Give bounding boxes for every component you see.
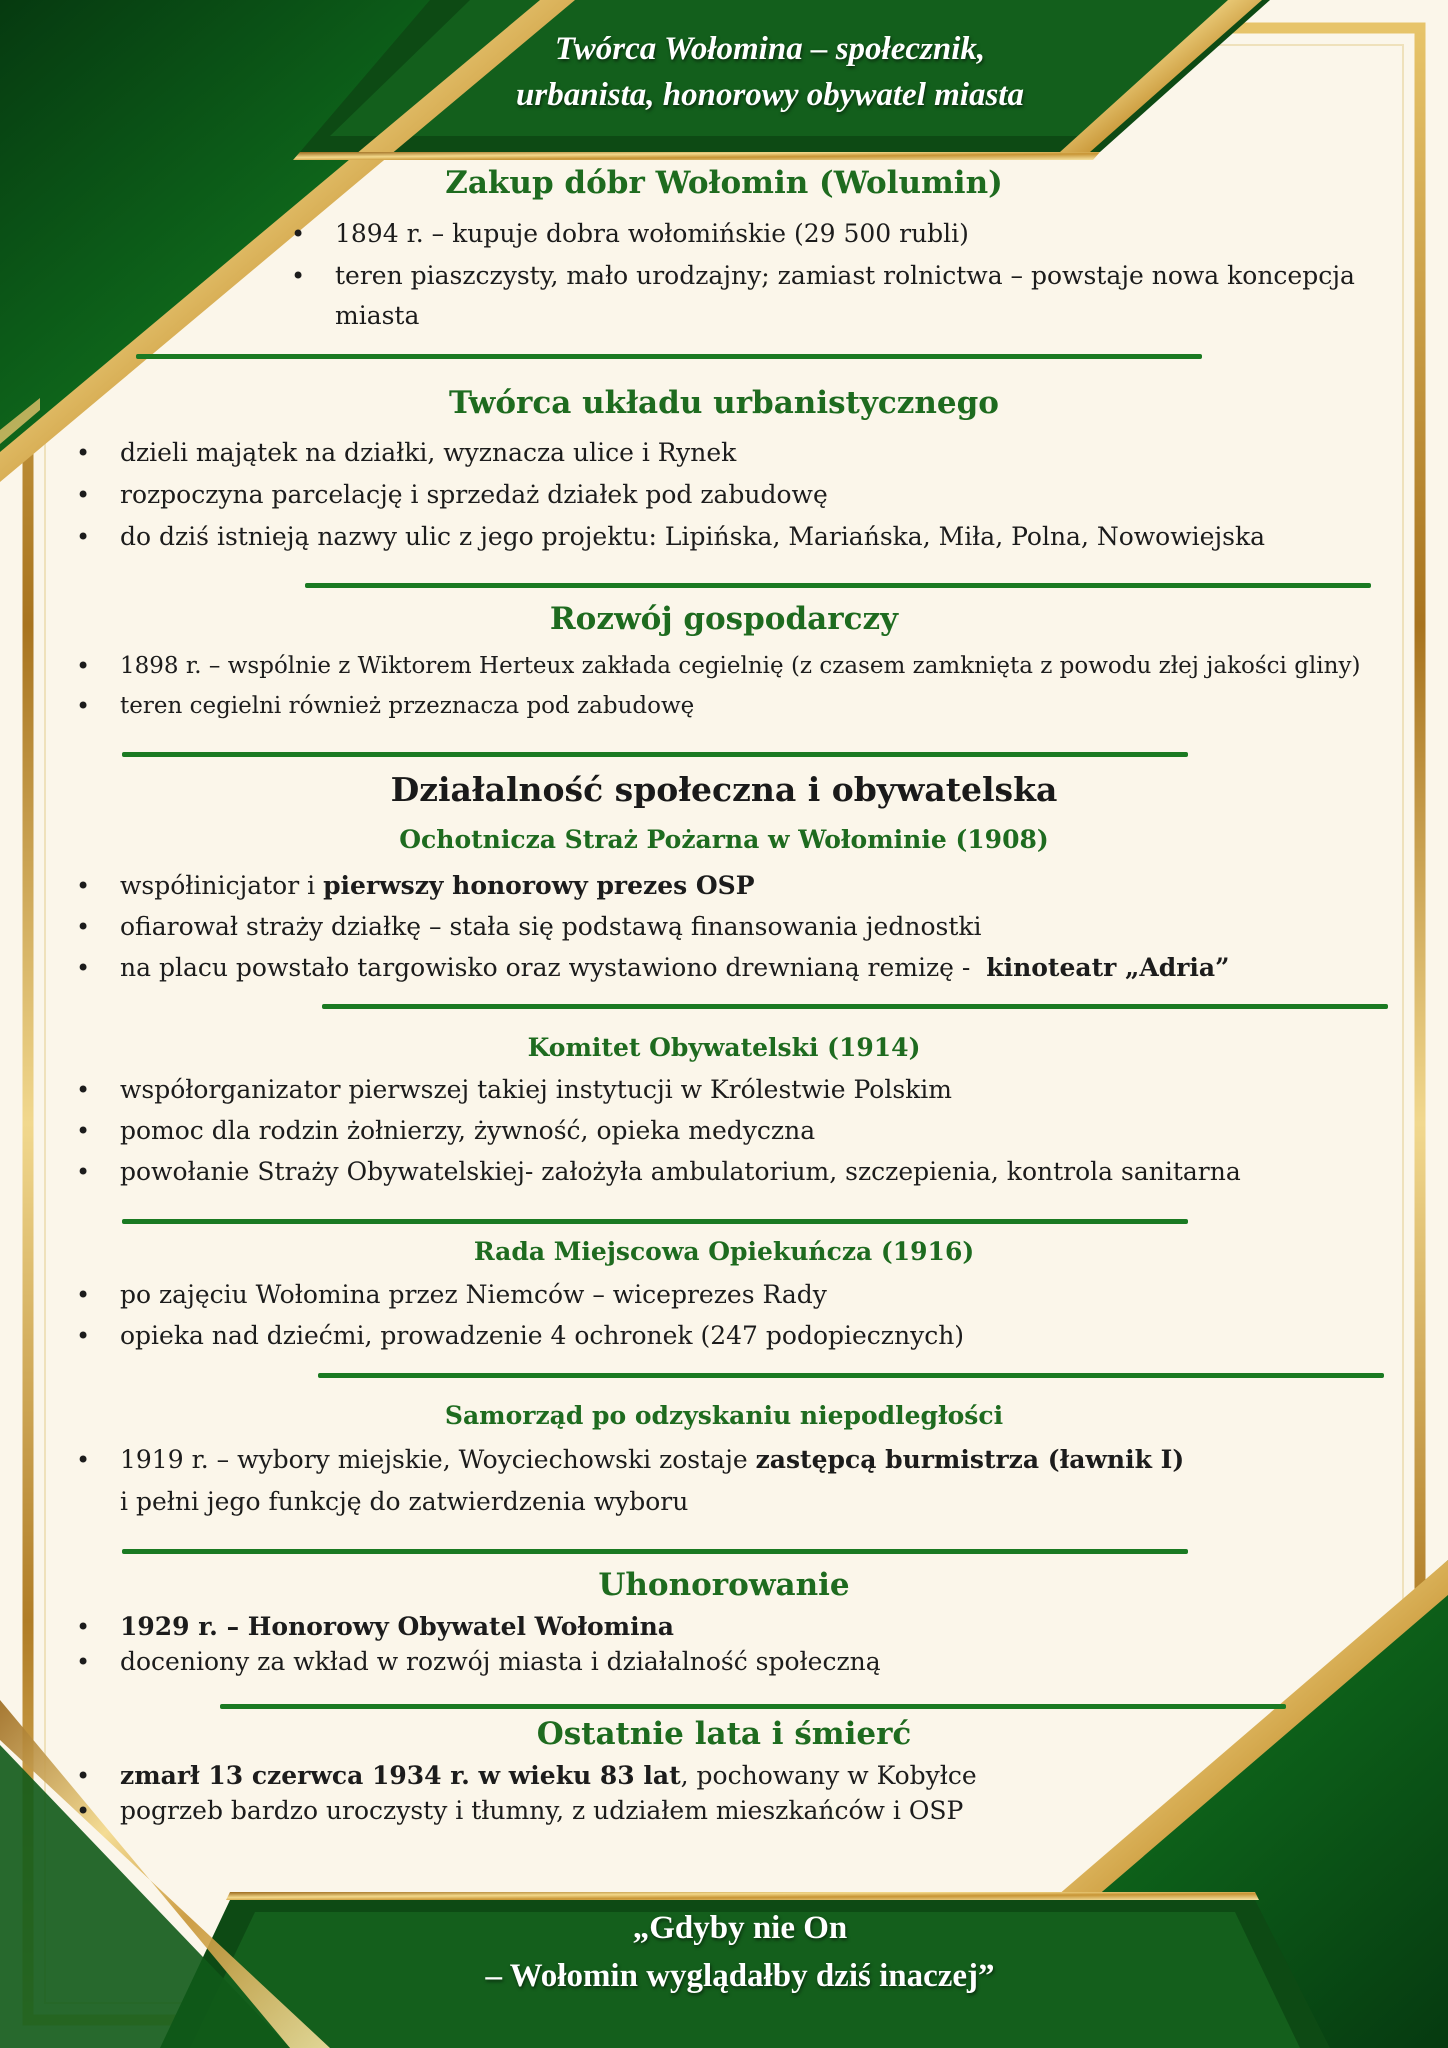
bullet: •	[76, 1281, 91, 1309]
bullet: •	[76, 1797, 91, 1825]
divider	[318, 1373, 1384, 1378]
list-item: • rozpoczyna parcelację i sprzedaż działek pod zabudowę	[120, 475, 828, 515]
bullet: •	[76, 1117, 91, 1145]
list-item: • powołanie Straży Obywatelskiej- założyła ambulatorium, szczepienia, kontrola sanitarna	[120, 1152, 1241, 1192]
bullet: •	[76, 523, 91, 551]
footer-quote	[250, 1904, 1230, 2000]
divider	[122, 1219, 1188, 1224]
bullet: •	[291, 262, 306, 290]
bullet: •	[76, 1613, 91, 1641]
list-item: • pogrzeb bardzo uroczysty i tłumny, z udziałem mieszkańców i OSP	[120, 1791, 963, 1831]
bullet: •	[76, 1322, 91, 1350]
list-item: • współinicjator i pierwszy honorowy prezes OSP	[120, 866, 755, 906]
list-item: • 1919 r. – wybory miejskie, Woyciechowski zostaje zastępcą burmistrza (ławnik I)	[120, 1440, 1184, 1480]
bullet: •	[76, 1762, 91, 1790]
divider	[322, 1004, 1388, 1009]
subsection-title-osp: Ochotnicza Straż Pożarna w Wołominie (1908)	[399, 825, 1049, 854]
divider	[305, 583, 1371, 588]
list-item: • po zajęciu Wołomina przez Niemców – wiceprezes Rady	[120, 1275, 827, 1315]
bullet: •	[76, 1158, 91, 1186]
bullet: •	[76, 872, 91, 900]
list-item: • ofiarował straży działkę – stała się podstawą finansowania jednostki	[120, 907, 982, 947]
divider	[122, 752, 1188, 757]
subsection-title-rada: Rada Miejscowa Opiekuńcza (1916)	[473, 1237, 975, 1266]
divider	[136, 354, 1202, 359]
bullet: •	[291, 220, 306, 248]
divider	[122, 1549, 1188, 1554]
bullet: •	[76, 1648, 91, 1676]
bullet: •	[76, 1446, 91, 1474]
list-item: • na placu powstało targowisko oraz wystawiono drewnianą remizę - kinoteatr „Adria”	[120, 948, 1230, 988]
list-item: • teren cegielni również przeznacza pod zabudowę	[120, 686, 694, 726]
bullet: •	[76, 652, 91, 680]
divider	[220, 1704, 1286, 1709]
list-item: • dzieli majątek na działki, wyznacza ulice i Rynek	[120, 433, 736, 473]
list-item: • zmarł 13 czerwca 1934 r. w wieku 83 lat, pochowany w Kobyłce	[120, 1756, 977, 1796]
list-item-continuation: i pełni jego funkcję do zatwierdzenia wyboru	[120, 1487, 689, 1516]
list-item: • doceniony za wkład w rozwój miasta i działalność społeczną	[120, 1642, 881, 1682]
list-item: • teren piaszczysty, mało urodzajny; zamiast rolnictwa – powstaje nowa koncepcja miasta	[335, 256, 1385, 336]
bullet: •	[76, 692, 91, 720]
list-item: • 1898 r. – wspólnie z Wiktorem Herteux zakłada cegielnię (z czasem zamknięta z powodu złej jakości gliny)	[120, 646, 1360, 686]
section-title-ostatnie: Ostatnie lata i śmierć	[536, 1716, 912, 1752]
bullet: •	[76, 954, 91, 982]
section-title-dzialalnosc: Działalność społeczna i obywatelska	[390, 770, 1058, 809]
subsection-title-komitet: Komitet Obywatelski (1914)	[527, 1033, 921, 1062]
title-line-2: urbanista, honorowy obywatel miasta	[516, 77, 1024, 113]
quote-line-2: – Wołomin wyglądałby dziś inaczej”	[485, 1958, 995, 1994]
bullet: •	[76, 481, 91, 509]
section-title-zakup: Zakup dóbr Wołomin (Wolumin)	[445, 165, 1003, 201]
list-item: • współorganizator pierwszej takiej instytucji w Królestwie Polskim	[120, 1070, 952, 1110]
subsection-title-samorzad: Samorząd po odzyskaniu niepodległości	[444, 1401, 1004, 1430]
section-title-rozwoj: Rozwój gospodarczy	[549, 601, 899, 637]
section-title-uklad: Twórca układu urbanistycznego	[449, 385, 999, 421]
list-item: • opieka nad dziećmi, prowadzenie 4 ochronek (247 podopiecznych)	[120, 1316, 964, 1356]
bullet: •	[76, 913, 91, 941]
section-title-uhonorowanie: Uhonorowanie	[598, 1567, 850, 1603]
list-item: • do dziś istnieją nazwy ulic z jego projektu: Lipińska, Mariańska, Miła, Polna, Nowowiejska	[120, 517, 1265, 557]
quote-line-1: „Gdyby nie On	[632, 1910, 848, 1946]
title-line-1: Twórca Wołomina – społecznik,	[554, 31, 986, 67]
bullet: •	[76, 439, 91, 467]
list-item: • pomoc dla rodzin żołnierzy, żywność, opieka medyczna	[120, 1111, 815, 1151]
bullet: •	[76, 1076, 91, 1104]
list-item: • 1929 r. – Honorowy Obywatel Wołomina	[120, 1607, 674, 1647]
list-item: • 1894 r. – kupuje dobra wołomińskie (29 500 rubli)	[335, 214, 969, 254]
